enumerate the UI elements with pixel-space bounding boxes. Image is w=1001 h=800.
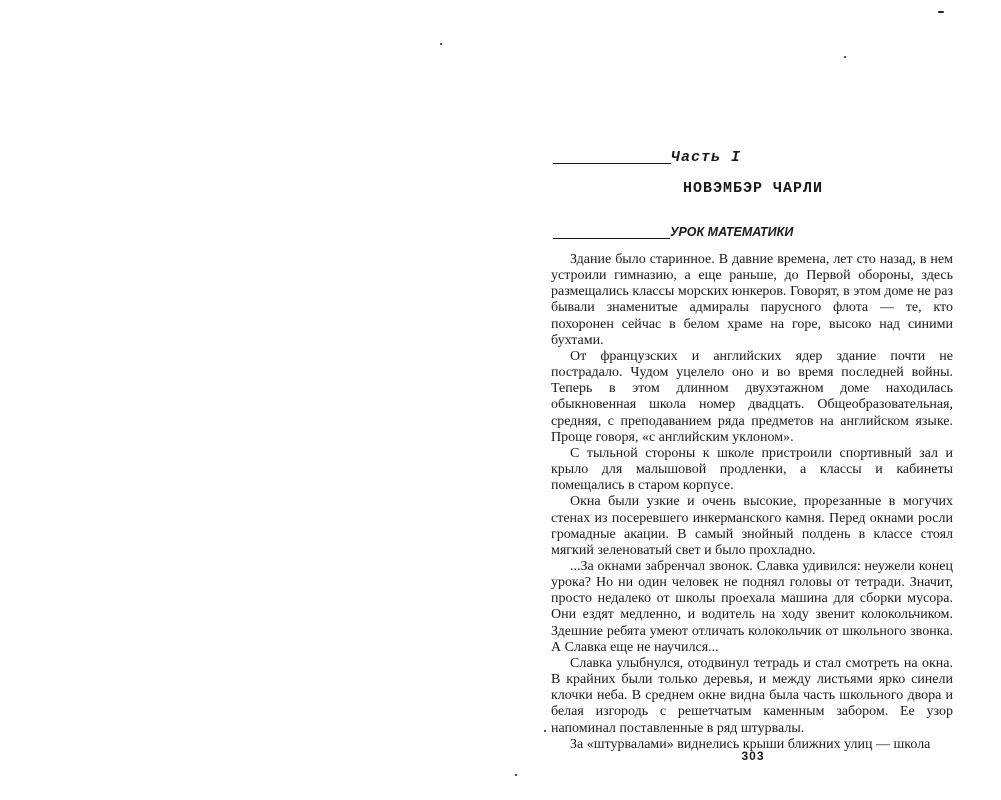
part-heading: Часть I <box>671 149 742 166</box>
page-number: 303 <box>741 749 765 763</box>
paragraph: Окна были узкие и очень высокие, прорезанные в могучих стенах из посеревшего инкерманского камня. Перед окнами росли громадные акации. В самый знойный полдень в классе стоял мягкий зеленоватый свет и было прохладно. <box>551 494 953 558</box>
scan-speck <box>544 730 546 732</box>
chapter-heading-line <box>553 226 953 242</box>
paragraph: ...За окнами забренчал звонок. Славка удивился: неужели конец урока? Но ни один человек не поднял головы от тетради. Значит, просто недалеко от школы проехала машина для сборки мусора. Они ездят медленно, и водитель на ходу звенит колокольчиком. Здешние ребята умеют отличать колокольчик от школьного звонка. А Славка еще не научился... <box>551 558 953 655</box>
part-heading-rule <box>553 163 671 164</box>
scan-speck <box>515 774 517 776</box>
scan-speck <box>844 56 846 58</box>
part-heading-line <box>553 150 953 166</box>
chapter-heading-rule <box>553 238 670 239</box>
scan-speck <box>440 43 442 45</box>
chapter-heading: УРОК МАТЕМАТИКИ <box>670 225 794 239</box>
paragraph: Здание было старинное. В давние времена, лет сто назад, в нем устроили гимназию, а еще раньше, до Первой обороны, здесь размещались классы морских юнкеров. Говорят, в этом доме не раз бывали знаменитые адмиралы парусного флота — те, кто похоронен сейчас в белом храме на горе, высоко над синими бухтами. <box>551 252 953 348</box>
scan-speck <box>938 11 944 13</box>
book-title: НОВЭМБЭР ЧАРЛИ <box>682 180 824 197</box>
paragraph: За «штурвалами» виднелись крыши ближних улиц — школа <box>570 736 931 752</box>
paragraph: С тыльной стороны к школе пристроили спортивный зал и крыло для малышовой продленки, а классы и кабинеты помещались в старом корпусе. <box>551 445 953 494</box>
body-text <box>551 252 953 753</box>
paragraph: Славка улыбнулся, отодвинул тетрадь и стал смотреть на окна. В крайних были только деревья, и между листьями ярко синели клочки неба. В среднем окне видна была часть школьного двора и белая изгородь с решетчатым каменным забором. Ее узор напоминал поставленные в ряд штурвалы. <box>551 655 953 736</box>
paragraph: От французских и английских ядер здание почти не пострадало. Чудом уцелело оно и во время последней войны. Теперь в этом длинном двухэтажном доме находилась обыкновенная школа номер двадцать. Общеобразовательная, средняя, с преподаванием ряда предметов на английском языке. Проще говоря, «с английским уклоном». <box>551 348 953 445</box>
left-page-blank <box>0 0 500 800</box>
